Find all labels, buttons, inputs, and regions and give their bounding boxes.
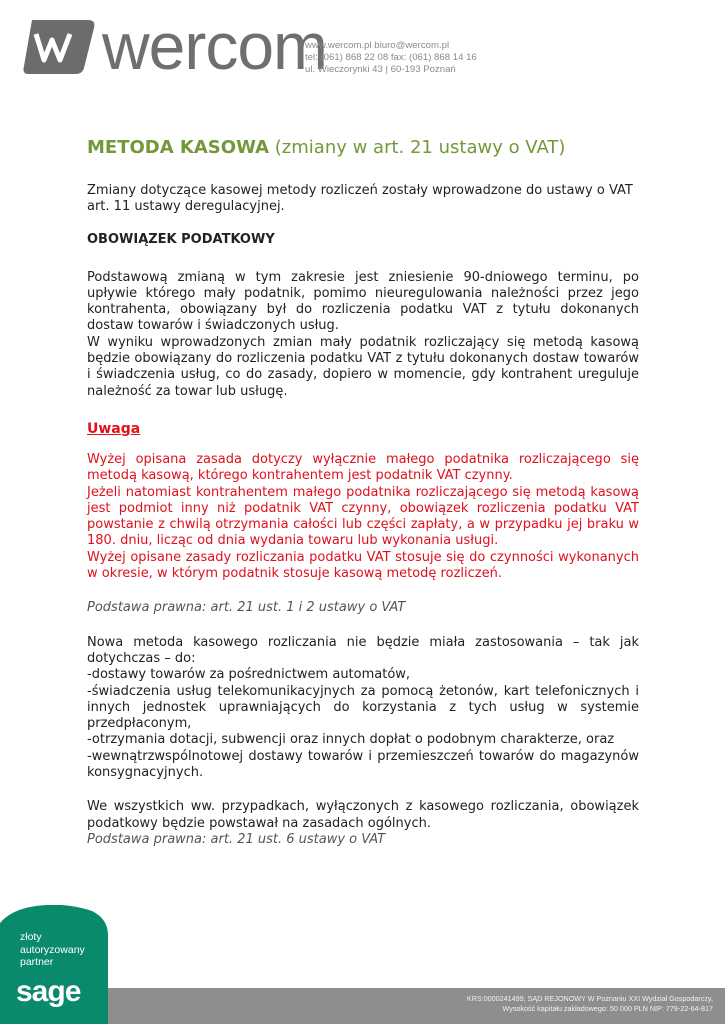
legal-basis-1: Podstawa prawna: art. 21 ust. 1 i 2 ustawy o VAT [87, 600, 406, 616]
registry-line: KRS:0000241499, SĄD REJONOWY W Poznaniu XXI Wydział Gospodarczy, [466, 994, 713, 1003]
paragraph-3: Nowa metoda kasowego rozliczania nie będzie miała zastosowania – tak jak dotychczas – do: [87, 634, 639, 666]
list-item: -wewnątrzwspólnotowej dostawy towarów i przemieszczeń towarów do magazynów konsygnacyjnych. [87, 748, 639, 781]
contact-line: tel: (061) 868 22 08 fax: (061) 868 14 16 [305, 52, 477, 63]
badge-line: partner [20, 956, 54, 968]
paragraph-1: Podstawową zmianą w tym zakresie jest zniesienie 90-dniowego terminu, po upływie którego mały podatnik, pomimo nieuregulowania należności przez jego kontrahenta, obowiązany był do rozliczenia podatku VAT z tytułu dokonanych dostaw towarów i świadczonych usług. [87, 269, 639, 334]
wercom-logo-text: wercom [102, 9, 328, 83]
wercom-logo-mark-icon [22, 18, 96, 76]
warning-title: Uwaga [87, 420, 141, 437]
contact-info [305, 40, 485, 76]
document-title [87, 135, 639, 161]
document-body [87, 135, 639, 848]
paragraph-4: We wszystkich ww. przypadkach, wyłączonych z kasowego rozliczania, obowiązek podatkowy będzie powstawał na zasadach ogólnych. [87, 799, 639, 831]
badge-line: złoty [20, 931, 42, 943]
list-item: -otrzymania dotacji, subwencji oraz innych dopłat o podobnym charakterze, oraz [87, 732, 615, 748]
registry-line: Wysokość kapitału zakładowego: 50 000 PLN NIP: 779-22-64-817 [502, 1004, 713, 1013]
intro-paragraph: Zmiany dotyczące kasowej metody rozliczeń zostały wprowadzone do ustawy o VAT art. 11 ustawy deregulacyjnej. [87, 183, 633, 215]
registry-info [413, 994, 713, 1014]
section-heading: OBOWIĄZEK PODATKOWY [87, 231, 275, 247]
contact-line: www.wercom.pl biuro@wercom.pl [305, 40, 450, 51]
partner-badge-text [20, 931, 110, 969]
paragraph-2: W wyniku wprowadzonych zmian mały podatnik rozliczający się metodą kasową będzie obowiązany do rozliczenia podatku VAT z tytułu dokonanych dostaw towarów i świadczenia usług, co do zasady, dopiero w momencie, gdy kontrahent ureguluje należność za towar lub usługę. [87, 334, 639, 399]
sage-logo: sage [16, 975, 81, 1008]
list-item: -dostawy towarów za pośrednictwem automatów, [87, 667, 411, 683]
title-rest: (zmiany w art. 21 ustawy o VAT) [269, 137, 566, 158]
title-bold: METODA KASOWA [87, 137, 270, 158]
warning-paragraph-1: Wyżej opisana zasada dotyczy wyłącznie małego podatnika rozliczającego się metodą kasową, którego kontrahentem jest podatnik VAT czynny. [87, 451, 639, 484]
contact-line: ul. Wieczorynki 43 | 60-193 Poznań [305, 64, 456, 75]
badge-line: autoryzowany [20, 943, 85, 956]
warning-paragraph-3: Wyżej opisane zasady rozliczania podatku VAT stosuje się do czynności wykonanych w okresie, w którym podatnik stosuje kasową metodę rozliczeń. [87, 549, 639, 582]
list-item: -świadczenia usług telekomunikacyjnych za pomocą żetonów, kart telefonicznych i innych jednostek uprawniających do korzystania z tych usług w systemie przedpłaconym, [87, 683, 639, 732]
warning-paragraph-2: Jeżeli natomiast kontrahentem małego podatnika rozliczającego się metodą kasową jest podmiot inny niż podatnik VAT czynny, obowiązek rozliczenia podatku VAT powstanie z chwilą otrzymania całości lub części zapłaty, a w przypadku jej braku w 180. dniu, licząc od dnia wydania towaru lub wykonania usługi. [87, 484, 639, 549]
legal-basis-2: Podstawa prawna: art. 21 ust. 6 ustawy o VAT [87, 831, 386, 847]
